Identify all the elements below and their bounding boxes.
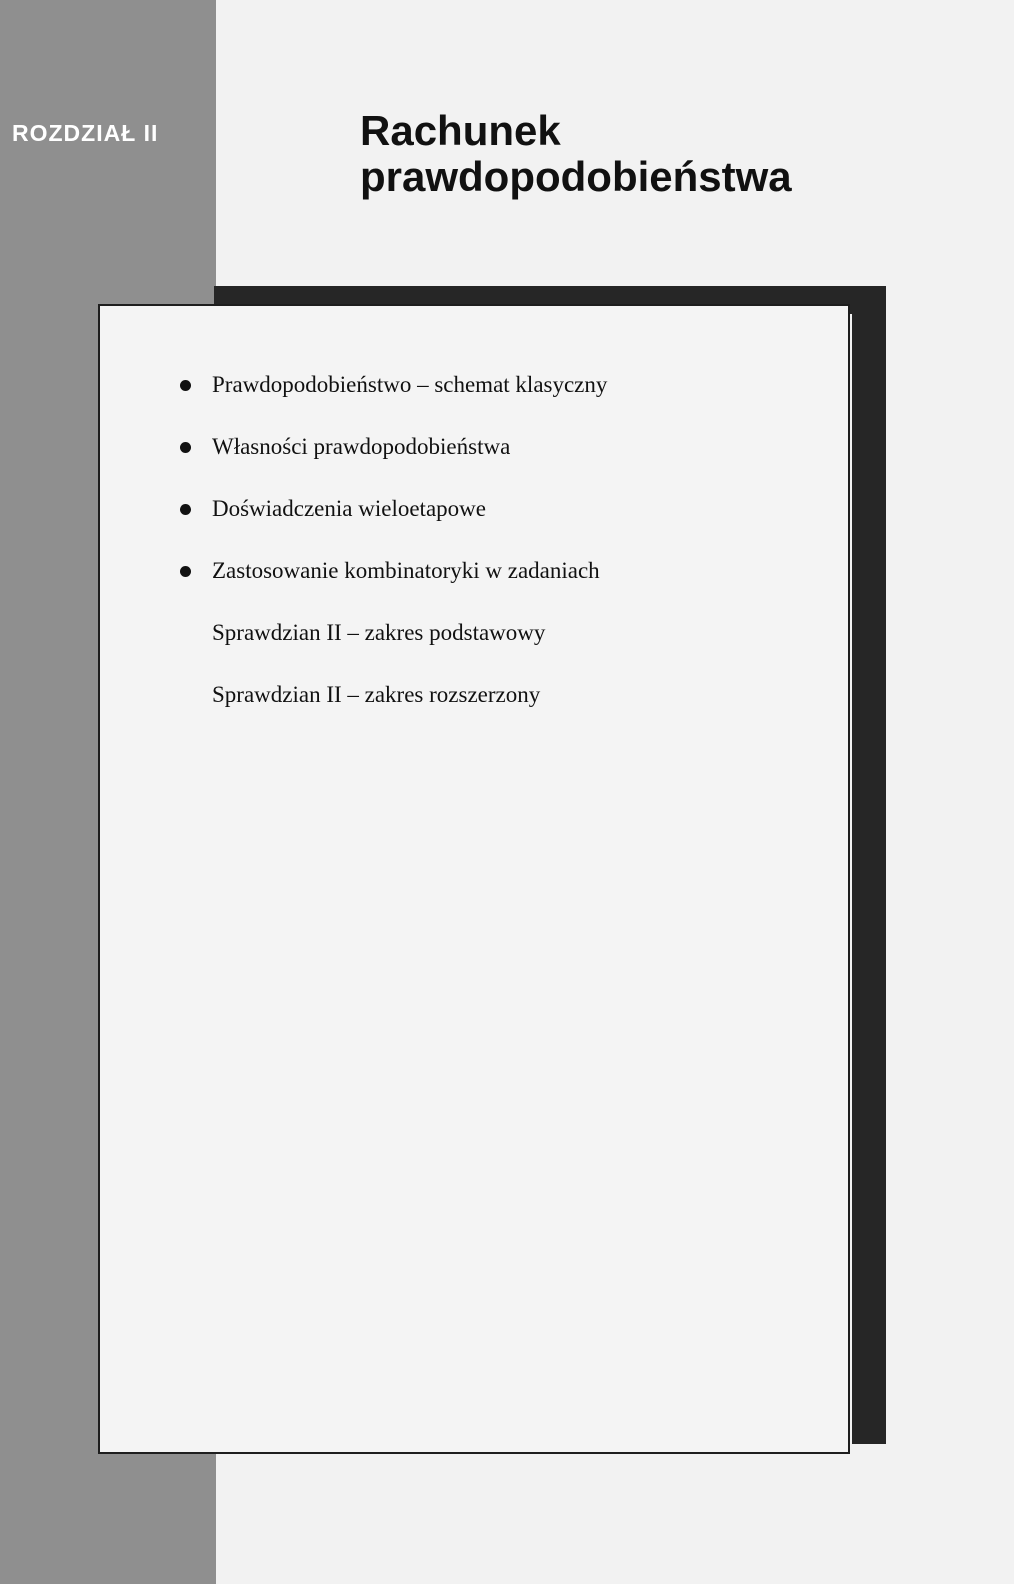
bullet-icon	[180, 566, 191, 577]
toc-item-label: Sprawdzian II – zakres rozszerzony	[212, 682, 541, 707]
toc-item-kombinatoryka[interactable]	[180, 558, 828, 620]
toc-item-label: Zastosowanie kombinatoryki w zadaniach	[212, 558, 600, 583]
box-shadow-right	[852, 286, 886, 1444]
toc-item-label: Doświadczenia wieloetapowe	[212, 496, 486, 521]
toc-item-schemat-klasyczny[interactable]	[180, 372, 828, 434]
bullet-icon	[180, 380, 191, 391]
chapter-label: ROZDZIAŁ II	[12, 120, 159, 146]
chapter-title-line-1: Rachunek	[360, 107, 561, 154]
bullet-icon	[180, 504, 191, 515]
toc-item-sprawdzian-rozszerzony[interactable]	[180, 682, 828, 744]
toc-item-doswiadczenia[interactable]	[180, 496, 828, 558]
bullet-icon	[180, 442, 191, 453]
toc-item-label: Sprawdzian II – zakres podstawowy	[212, 620, 546, 645]
toc-item-sprawdzian-podstawowy[interactable]	[180, 620, 828, 682]
table-of-contents	[180, 372, 828, 744]
toc-item-wlasnosci[interactable]	[180, 434, 828, 496]
chapter-title	[360, 108, 792, 200]
contents-box	[98, 304, 850, 1454]
toc-item-label: Własności prawdopodobieństwa	[212, 434, 511, 459]
chapter-title-line-2: prawdopodobieństwa	[360, 153, 792, 200]
toc-item-label: Prawdopodobieństwo – schemat klasyczny	[212, 372, 608, 397]
